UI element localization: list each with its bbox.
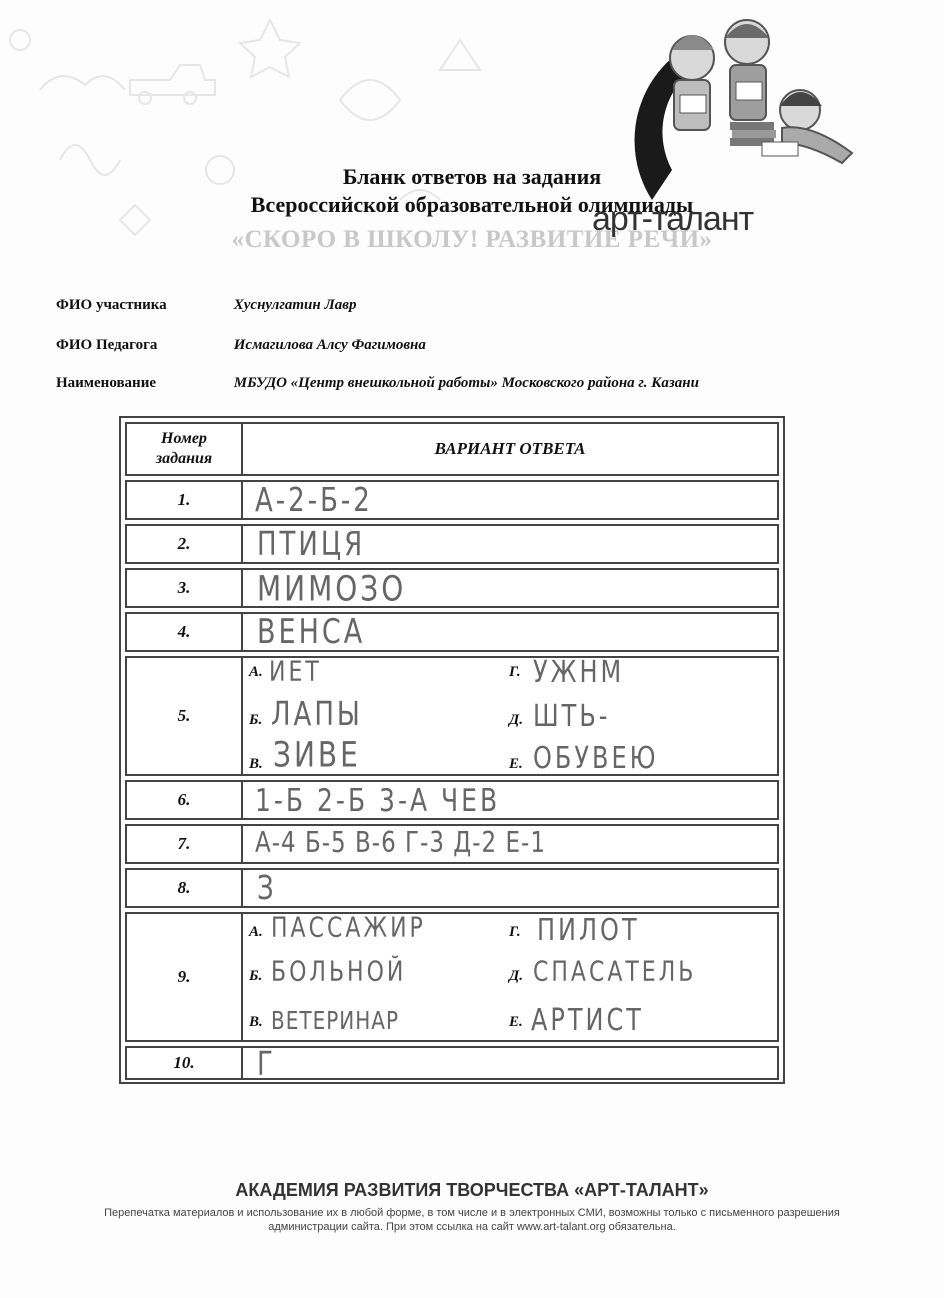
handwritten-option-v: ВЕТЕРИНАР: [271, 1005, 400, 1035]
task-number: 5.: [127, 658, 243, 774]
participant-value: Хуснулгатин Лавр: [233, 297, 357, 313]
table-row: [125, 824, 779, 864]
option-label-b: Б.: [249, 712, 263, 728]
participant-label: ФИО участника: [56, 297, 167, 313]
table-row: [125, 524, 779, 564]
table-row: [125, 656, 779, 776]
table-header-row: [125, 422, 779, 476]
organization-row: [56, 375, 699, 392]
handwritten-answer: А-4 Б-5 В-6 Г-3 Д-2 Е-1: [255, 826, 546, 860]
handwritten-option-d: ШТЬ-: [533, 698, 611, 734]
task-number: 4.: [127, 614, 243, 650]
handwritten-answer: ВЕНСА: [257, 613, 366, 652]
handwritten-option-a: ПАССАЖИР: [271, 912, 426, 945]
table-row: [125, 612, 779, 652]
task-number: 6.: [127, 782, 243, 818]
cloud-doodle: [40, 76, 125, 90]
table-row: [125, 1046, 779, 1084]
organization-value: МБУДО «Центр внешкольной работы» Московского района г. Казани: [233, 375, 699, 391]
children-illustration-icon: [670, 20, 852, 163]
handwritten-option-e: ОБУВЕЮ: [533, 740, 659, 776]
handwritten-answer: ПТИЦЯ: [257, 526, 366, 564]
brand-name: арт-талант: [592, 200, 754, 238]
handwritten-option-a: ИЕТ: [269, 656, 322, 689]
handwritten-answer: 1-Б 2-Б 3-А ЧЕВ: [255, 782, 501, 819]
handwritten-option-g: ПИЛОТ: [537, 912, 640, 948]
task-number: 1.: [127, 482, 243, 518]
option-label-g: Г.: [509, 924, 521, 940]
option-label-a: А.: [249, 664, 263, 680]
answer-table: [119, 416, 785, 1084]
star-doodle: [240, 20, 300, 77]
triangle-doodle: [440, 40, 480, 70]
footer-copyright-note: Перепечатка материалов и использование их в любой форме, в том числе и в электронных СМИ, возможны только с письменного разрешения администрации сайта. При этом ссылка на сайт www.art-talant.org обязательна.: [104, 1207, 840, 1233]
handwritten-option-b: ЛАПЫ: [271, 696, 363, 734]
teacher-row: [56, 337, 426, 354]
handwritten-option-g: УЖНМ: [533, 654, 625, 690]
option-label-e: Е.: [509, 1014, 523, 1030]
option-label-v: В.: [249, 1014, 263, 1030]
page-title-line1: Бланк ответов на задания: [342, 164, 602, 189]
option-label-g: Г.: [509, 664, 521, 680]
table-row: [125, 480, 779, 520]
task-number: 10.: [127, 1048, 243, 1078]
teacher-value: Исмагилова Алсу Фагимовна: [233, 337, 426, 353]
table-row: [125, 568, 779, 608]
task-number: 2.: [127, 526, 243, 562]
background-doodles: [0, 0, 600, 260]
handwritten-answer: МИМОЗО: [257, 567, 407, 610]
task-number: 8.: [127, 870, 243, 906]
footer-title: АКАДЕМИЯ РАЗВИТИЯ ТВОРЧЕСТВА «АРТ-ТАЛАНТ»: [235, 1180, 709, 1200]
handwritten-answer: А-2-Б-2: [255, 482, 373, 520]
participant-row: [56, 297, 356, 314]
handwritten-option-e: АРТИСТ: [531, 1002, 644, 1038]
column-header-number-line1: Номер: [161, 430, 207, 447]
handwritten-answer: З: [257, 870, 277, 908]
option-label-v: В.: [249, 756, 263, 772]
page-title-line3: «СКОРО В ШКОЛУ! РАЗВИТИЕ РЕЧИ»: [231, 226, 713, 253]
circle-doodle: [10, 30, 30, 50]
option-label-d: Д.: [509, 712, 523, 728]
table-row: [125, 780, 779, 820]
page-title-line2: Всероссийской образовательной олимпиады: [250, 192, 694, 217]
column-header-number-line2: задания: [155, 450, 213, 467]
fish-doodle: [340, 80, 400, 120]
car-doodle: [130, 65, 215, 95]
table-row: [125, 868, 779, 908]
task-number: 7.: [127, 826, 243, 862]
handwritten-answer: Г: [257, 1046, 276, 1084]
handwritten-option-v: ЗИВЕ: [273, 733, 361, 776]
task-number: 9.: [127, 914, 243, 1040]
column-header-number: [127, 424, 243, 474]
handwritten-option-b: БОЛЬНОЙ: [271, 956, 407, 989]
option-label-e: Е.: [509, 756, 523, 772]
option-label-d: Д.: [509, 968, 523, 984]
option-label-a: А.: [249, 924, 263, 940]
teacher-label: ФИО Педагога: [56, 337, 158, 353]
organization-label: Наименование: [56, 375, 156, 391]
handwritten-option-d: СПАСАТЕЛЬ: [533, 956, 697, 989]
table-row: [125, 912, 779, 1042]
task-number: 3.: [127, 570, 243, 606]
option-label-b: Б.: [249, 968, 263, 984]
column-header-answer: ВАРИАНТ ОТВЕТА: [434, 439, 586, 458]
